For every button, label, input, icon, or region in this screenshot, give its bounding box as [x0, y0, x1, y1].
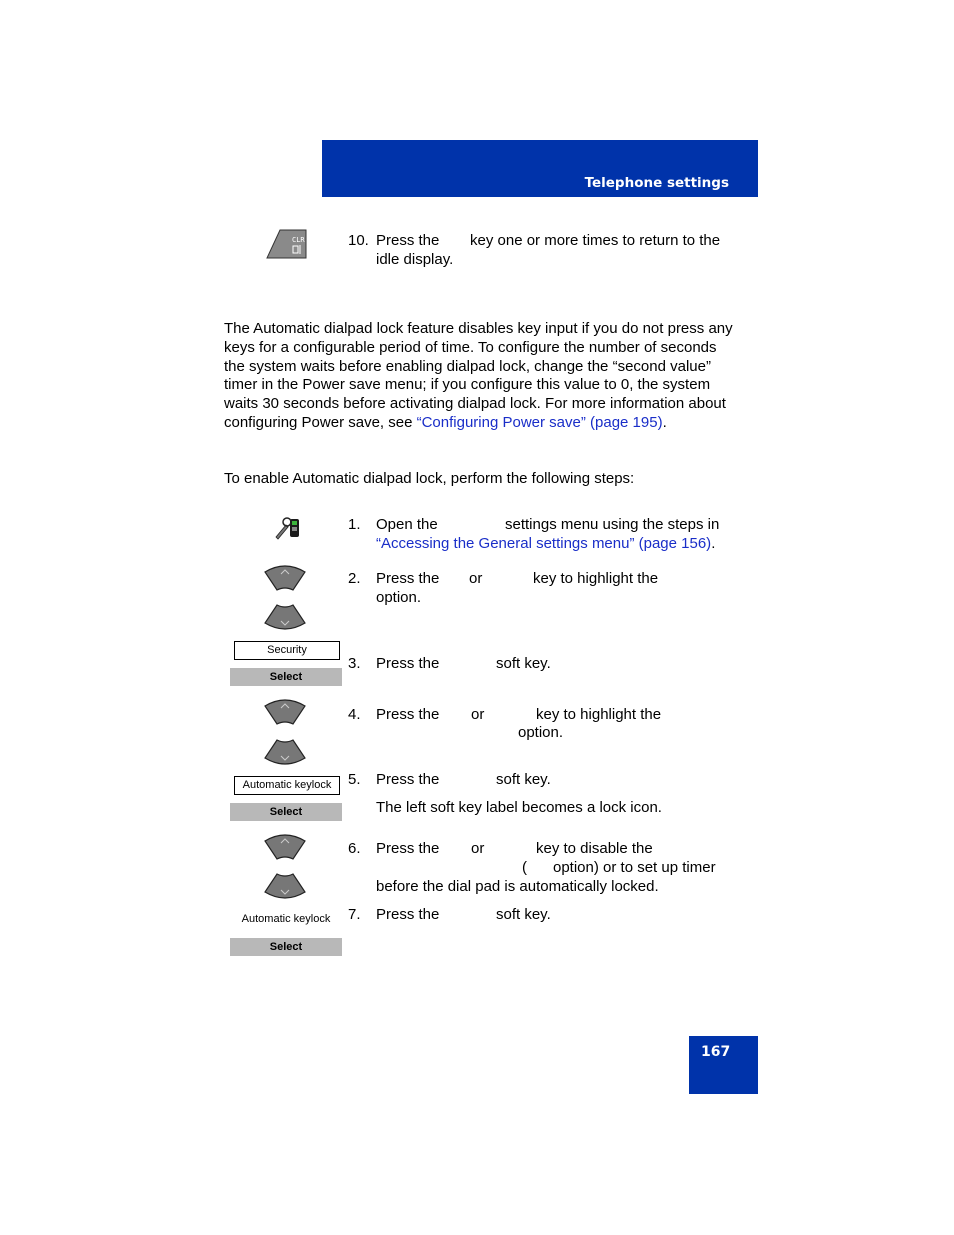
step-6-text-f: before the dial pad is automatically locked.	[376, 878, 659, 895]
nav-up-key-icon	[263, 564, 307, 594]
step-2-text-a: Press the	[376, 570, 440, 587]
step-5-text-a: Press the	[376, 771, 440, 788]
header-title: Telephone settings	[584, 175, 729, 191]
select-softkey[interactable]: Select	[230, 668, 342, 686]
intro-paragraph	[224, 320, 734, 433]
step-1-line2	[376, 534, 715, 553]
select-softkey[interactable]: Select	[230, 803, 342, 821]
step-4-text-c: key to highlight the	[536, 706, 662, 723]
nav-down-key-icon	[263, 870, 307, 900]
intro-text: The Automatic dialpad lock feature disables key input if you do not press any keys for a configurable period of time. To configure the number of seconds the system waits before enabling dialpad lock, change the “second value” timer in the Power save menu; if you configure this value to 0, the system waits 30 seconds before activating dialpad lock. For more information about configuring Power save, see	[224, 320, 733, 431]
step-2-number: 2.	[348, 570, 361, 587]
step-7-text-b: soft key.	[496, 906, 551, 923]
step-3-text-a: Press the	[376, 655, 440, 672]
step-1-text-b: settings menu using the steps in	[505, 516, 720, 533]
nav-down-key-icon	[263, 601, 307, 631]
step-10-text-b: key one or more times to return to the	[470, 232, 721, 249]
tools-settings-icon	[274, 515, 302, 541]
step-4-text-a: Press the	[376, 706, 440, 723]
intro-end: .	[662, 413, 667, 431]
step-6-text-a: Press the	[376, 840, 440, 857]
step-3-number: 3.	[348, 655, 361, 672]
step-6-text-d: (	[522, 859, 527, 876]
screen-automatic-keylock-label: Automatic keylock	[234, 776, 340, 795]
step-1-number: 1.	[348, 516, 361, 533]
configuring-power-save-link[interactable]: “Configuring Power save” (page 195)	[416, 413, 663, 431]
step-4-number: 4.	[348, 706, 361, 723]
svg-text:CLR: CLR	[292, 236, 305, 244]
instruction-text: To enable Automatic dialpad lock, perform the following steps:	[224, 470, 635, 487]
nav-up-key-icon	[263, 698, 307, 728]
step-1-text-a: Open the	[376, 516, 438, 533]
nav-down-key-icon	[263, 736, 307, 766]
step-5-text-b: soft key.	[496, 771, 551, 788]
header-bar	[322, 140, 758, 197]
page-number: 167	[701, 1044, 731, 1060]
step-6-text-e: option) or to set up timer	[553, 859, 716, 876]
step-6-number: 6.	[348, 840, 361, 857]
step-7-number: 7.	[348, 906, 361, 923]
nav-up-key-icon	[263, 833, 307, 863]
step-2-text-b: or	[469, 570, 483, 587]
step-10-text-a: Press the	[376, 232, 440, 249]
select-softkey[interactable]: Select	[230, 938, 342, 956]
step-2-text-d: option.	[376, 589, 422, 606]
accessing-general-settings-link[interactable]: “Accessing the General settings menu” (page 156)	[376, 535, 712, 552]
step-6-text-c: key to disable the	[536, 840, 653, 857]
page-number-box	[689, 1036, 758, 1094]
step-3-text-b: soft key.	[496, 655, 551, 672]
screen-automatic-keylock-title: Automatic keylock	[241, 913, 331, 925]
step-4-text-b: or	[471, 706, 485, 723]
step-10-number: 10.	[348, 232, 369, 249]
step-2-text-c: key to highlight the	[533, 570, 659, 587]
step-5-number: 5.	[348, 771, 361, 788]
screen-security-label: Security	[234, 641, 340, 660]
step-4-text-d: option.	[518, 724, 564, 741]
step-7-text-a: Press the	[376, 906, 440, 923]
step-5-note: The left soft key label becomes a lock icon.	[376, 799, 662, 816]
clear-key-icon	[266, 229, 308, 259]
step-10-text-c: idle display.	[376, 251, 454, 268]
step-1-end: .	[711, 535, 716, 552]
step-6-text-b: or	[471, 840, 485, 857]
